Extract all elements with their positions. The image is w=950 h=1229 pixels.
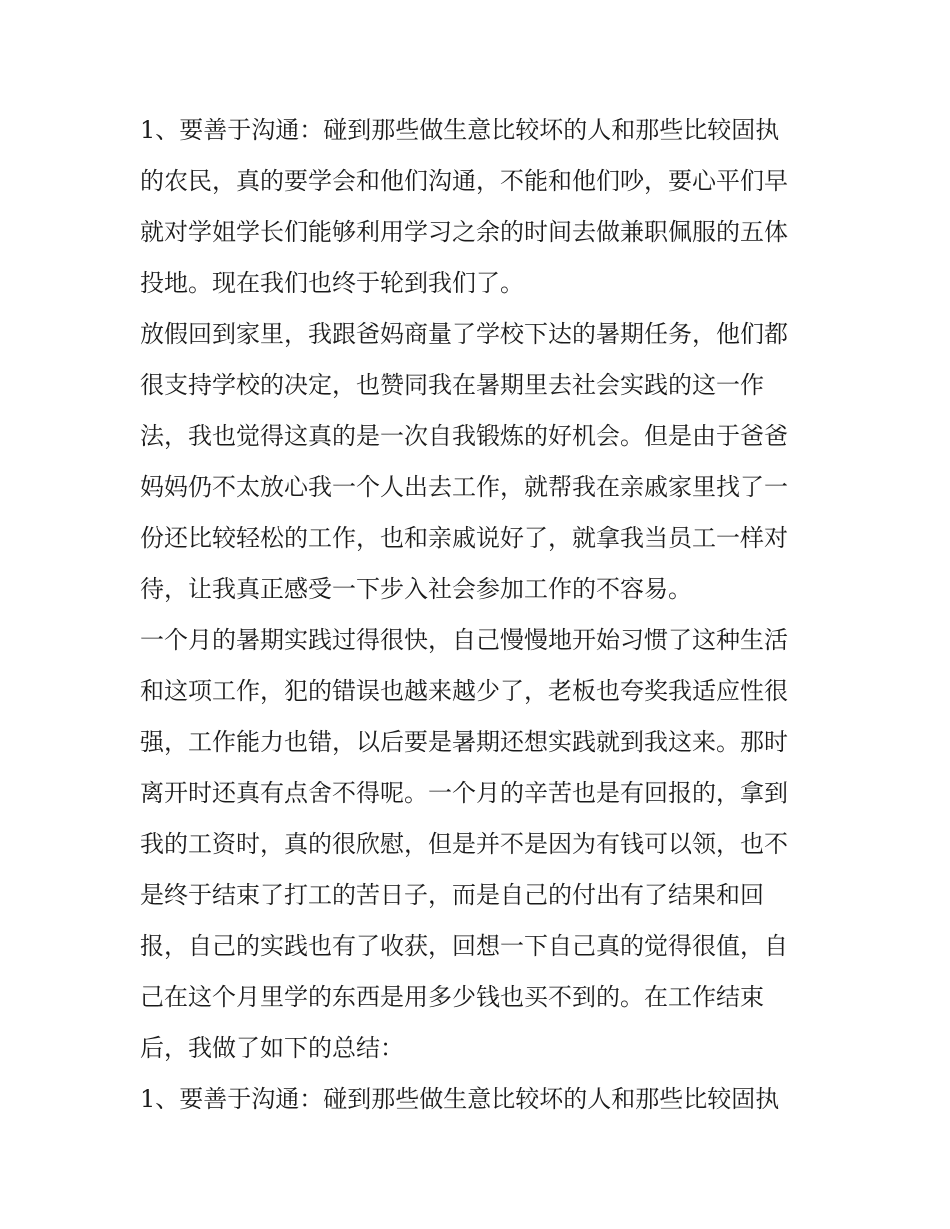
text-line: 放假回到家里，我跟爸妈商量了学校下达的暑期任务，他们都 — [140, 320, 788, 348]
text-line: 我的工资时，真的很欣慰，但是并不是因为有钱可以领，也不 — [140, 830, 788, 858]
text-line: 待，让我真正感受一下步入社会参加工作的不容易。 — [140, 575, 692, 603]
text-line: 强，工作能力也错，以后要是暑期还想实践就到我这来。那时 — [140, 728, 788, 756]
text-line: 的农民，真的要学会和他们沟通，不能和他们吵，要心平们早 — [140, 167, 788, 195]
text-line: 很支持学校的决定，也赞同我在暑期里去社会实践的这一作 — [140, 371, 764, 399]
text-line: 是终于结束了打工的苦日子，而是自己的付出有了结果和回 — [140, 881, 764, 909]
text-line: 一个月的暑期实践过得很快，自己慢慢地开始习惯了这种生活 — [140, 626, 788, 654]
text-line: 和这项工作，犯的错误也越来越少了，老板也夸奖我适应性很 — [140, 677, 788, 705]
text-line: 报，自己的实践也有了收获，回想一下自己真的觉得很值，自 — [140, 932, 788, 960]
text-line: 后，我做了如下的总结： — [140, 1034, 404, 1062]
text-line: 就对学姐学长们能够利用学习之余的时间去做兼职佩服的五体 — [140, 218, 788, 246]
document-body — [140, 105, 820, 1125]
text-line: 1、要善于沟通：碰到那些做生意比较坏的人和那些比较固执 — [140, 1085, 780, 1113]
text-line: 投地。现在我们也终于轮到我们了。 — [140, 269, 524, 297]
text-line: 妈妈仍不太放心我一个人出去工作，就帮我在亲戚家里找了一 — [140, 473, 788, 501]
text-line: 己在这个月里学的东西是用多少钱也买不到的。在工作结束 — [140, 983, 764, 1011]
text-line: 法，我也觉得这真的是一次自我锻炼的好机会。但是由于爸爸 — [140, 422, 788, 450]
text-line: 离开时还真有点舍不得呢。一个月的辛苦也是有回报的，拿到 — [140, 779, 788, 807]
text-line: 1、要善于沟通：碰到那些做生意比较坏的人和那些比较固执 — [140, 116, 780, 144]
text-line: 份还比较轻松的工作，也和亲戚说好了，就拿我当员工一样对 — [140, 524, 788, 552]
